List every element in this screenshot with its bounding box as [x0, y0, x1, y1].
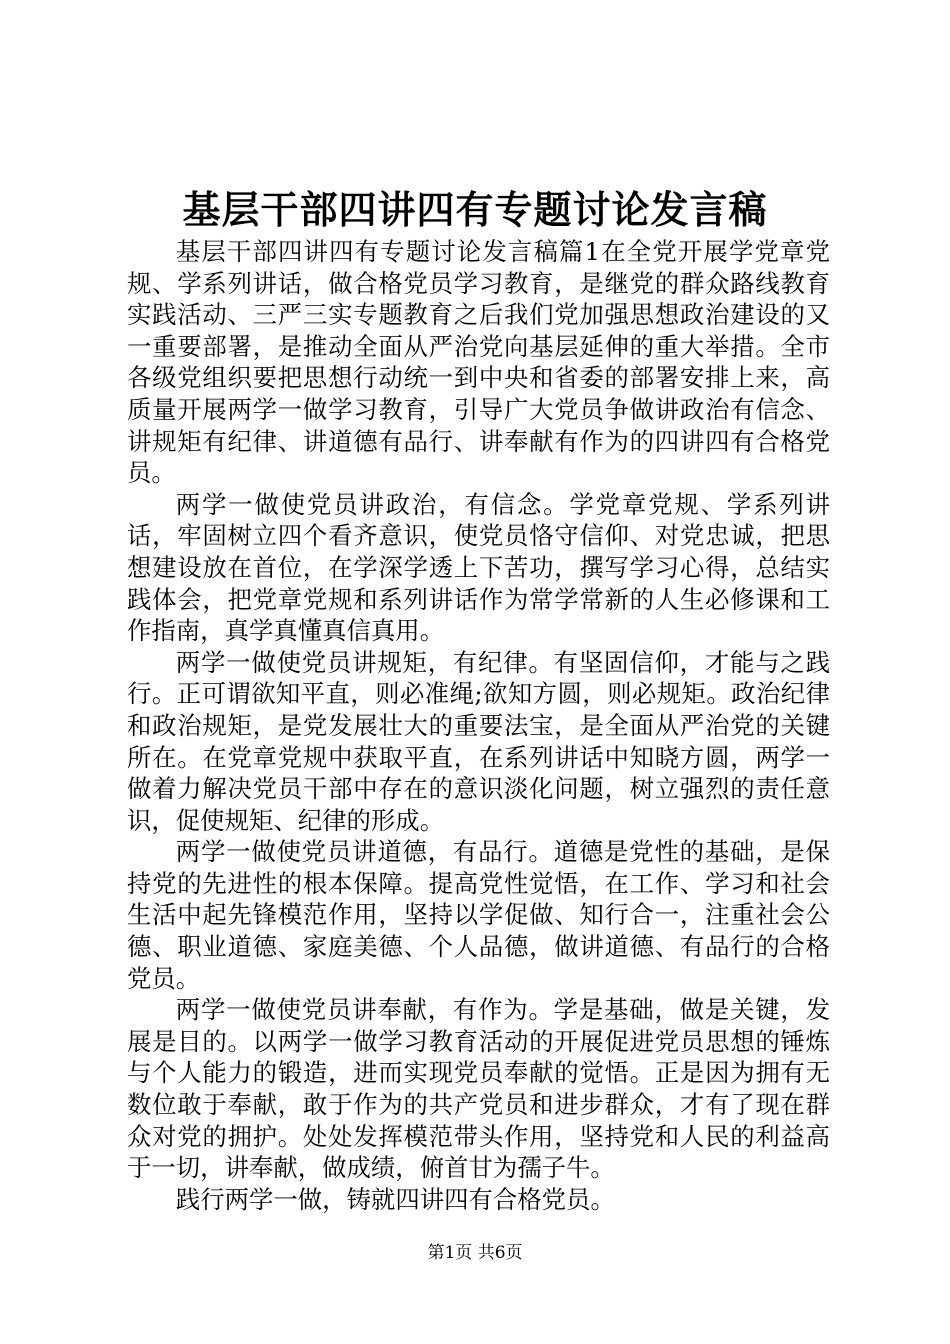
paragraph-6: 践行两学一做，铸就四讲四有合格党员。 [175, 1184, 615, 1214]
document-body [127, 236, 830, 1215]
paragraph-5: 两学一做使党员讲奉献，有作为。学是基础，做是关键，发展是目的。以两学一做学习教育活动的开展促进党员思想的锤炼与个人能力的锻造，进而实现党员奉献的觉悟。正是因为拥有无数位敢于奉献，敢于作为的共产党员和进步群众，才有了现在群众对党的拥护。处处发挥模范带头作用，坚持党和人民的利益高于一切，讲奉献，做成绩，俯首甘为孺子牛。 [127, 995, 830, 1183]
page-footer: 第1页 共6页 [427, 1243, 523, 1263]
paragraph-4: 两学一做使党员讲道德，有品行。道德是党性的基础，是保持党的先进性的根本保障。提高党性觉悟，在工作、学习和社会生活中起先锋模范作用，坚持以学促做、知行合一，注重社会公德、职业道德、家庭美德、个人品德，做讲道德、有品行的合格党员。 [127, 837, 830, 993]
document-title: 基层干部四讲四有专题讨论发言稿 [182, 187, 768, 232]
paragraph-2: 两学一做使党员讲政治，有信念。学党章党规、学系列讲话，牢固树立四个看齐意识，使党员恪守信仰、对党忠诚，把思想建设放在首位，在学深学透上下苦功，撰写学习心得，总结实践体会，把党章党规和系列讲话作为常学常新的人生必修课和工作指南，真学真懂真信真用。 [127, 489, 830, 646]
paragraph-1: 基层干部四讲四有专题讨论发言稿篇1在全党开展学党章党规、学系列讲话，做合格党员学习教育，是继党的群众路线教育实践活动、三严三实专题教育之后我们党加强思想政治建设的又一重要部署，是推动全面从严治党向基层延伸的重大举措。全市各级党组织要把思想行动统一到中央和省委的部署安排上来，高质量开展两学一做学习教育，引导广大党员争做讲政治有信念、讲规矩有纪律、讲道德有品行、讲奉献有作为的四讲四有合格党员。 [127, 237, 830, 488]
paragraph-3: 两学一做使党员讲规矩，有纪律。有坚固信仰，才能与之践行。正可谓欲知平直，则必准绳;欲知方圆，则必规矩。政治纪律和政治规矩，是党发展壮大的重要法宝，是全面从严治党的关键所在。在党章党规中获取平直，在系列讲话中知晓方圆，两学一做着力解决党员干部中存在的意识淡化问题，树立强烈的责任意识，促使规矩、纪律的形成。 [127, 647, 830, 835]
